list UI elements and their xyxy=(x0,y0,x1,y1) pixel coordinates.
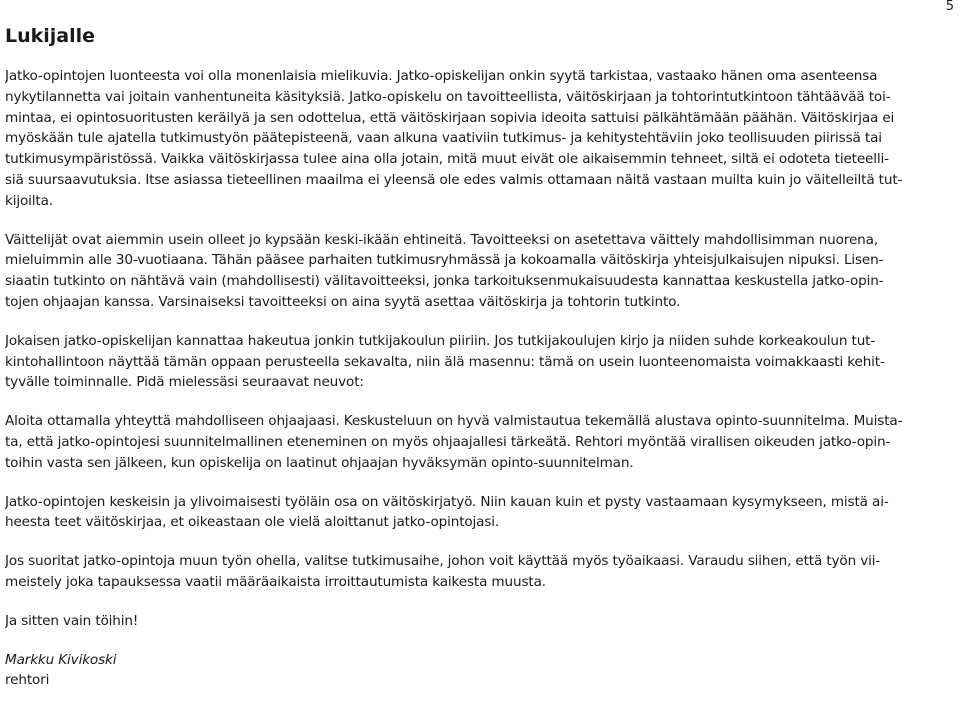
paragraph xyxy=(5,66,953,212)
paragraph xyxy=(5,230,953,313)
document-body xyxy=(5,66,953,691)
text-line: kintohallintoon näyttää tämän oppaan perusteella sekavalta, niin älä masennu: tämä on usein luonteenomaista voimakkaasti kehit- xyxy=(5,353,885,370)
text-line: ta, että jatko-opintojesi suunnitelmallinen eteneminen on myös ohjaajallesi tärkeätä. Rehtori myöntää virallisen oikeuden jatko-opin- xyxy=(5,433,891,450)
text-line: Jatko-opintojen luonteesta voi olla monenlaisia mielikuvia. Jatko-opiskelijan onkin syytä tarkistaa, vastaako hänen oma asenteensa xyxy=(5,68,878,84)
text-line: tutkimusympäristössä. Vaikka väitöskirjassa tulee aina olla jotain, mitä muut eivät ole aikaisemmin tehneet, siltä ei odoteta tieteelli- xyxy=(5,151,889,168)
paragraph xyxy=(5,492,953,534)
page-title: Lukijalle xyxy=(5,25,96,47)
text-line: mieluimmin alle 30-vuotiaana. Tähän pääsee parhaiten tutkimusryhmässä ja kokoamalla väitöskirja yhteisjulkaisujen nipuksi. Lisen- xyxy=(5,252,884,269)
paragraph xyxy=(5,331,953,393)
signature-name: Markku Kivikoski xyxy=(5,651,117,668)
signature-title: rehtori xyxy=(5,672,50,689)
text-line: siaatin tutkinto on nähtävä vain (mahdollisesti) välitavoitteeksi, jonka tarkoituksenmukaisuudesta kannattaa keskustella jatko-opin- xyxy=(5,273,884,290)
text-line: Väittelijät ovat aiemmin usein olleet jo kypsään keski-ikään ehtineitä. Tavoitteeksi on asetettava väittely mahdollisimman nuorena, xyxy=(5,231,878,248)
text-line: Ja sitten vain töihin! xyxy=(5,612,139,629)
text-line: mintaa, ei opintosuoritusten keräilyä ja sen odottelua, että väitöskirjaan sopivia ideoita sattuisi pälkähtämään päähän. Väitöskirjaa ei xyxy=(5,109,895,126)
text-line: Jatko-opintojen keskeisin ja ylivoimaisesti työläin osa on väitöskirjatyö. Niin kauan kuin et pysty vastaamaan kysymykseen, mistä ai- xyxy=(5,493,889,510)
paragraph xyxy=(5,411,953,473)
text-line: Aloita ottamalla yhteyttä mahdolliseen ohjaajaasi. Keskusteluun on hyvä valmistautua tekemällä alustava opinto-suunnitelma. Muista- xyxy=(5,413,903,430)
signature-block xyxy=(5,650,953,692)
text-line: myöskään tule ajatella tutkimustyön päätepisteenä, vaan alkuna vaativiin tutkimus- ja kehitystehtäviin joko teollisuuden piirissä tai xyxy=(5,130,882,147)
text-line: siä suursaavutuksia. Itse asiassa tieteellinen maailma ei yleensä ole edes valmis ottamaan näitä vastaan muilta kuin jo väitelleiltä tut- xyxy=(5,171,903,188)
text-line: Jos suoritat jatko-opintoja muun työn ohella, valitse tutkimusaihe, johon voit käyttää myös työaikaasi. Varaudu siihen, että työn vii- xyxy=(5,553,881,570)
text-line: heesta teet väitöskirjaa, et oikeastaan ole vielä aloittanut jatko-opintojasi. xyxy=(5,514,500,531)
paragraph xyxy=(5,611,953,632)
text-line: nykytilannetta vai joitain vanhentuneita käsityksiä. Jatko-opiskelu on tavoitteellista, väitöskirjaan ja tohtorintutkintoon tähtäävää toi- xyxy=(5,88,891,105)
paragraph xyxy=(5,551,953,593)
text-line: meistely joka tapauksessa vaatii määräaikaista irroittautumista kaikesta muusta. xyxy=(5,573,546,590)
page-number: 5 xyxy=(945,0,954,14)
text-line: tojen ohjaajan kanssa. Varsinaiseksi tavoitteeksi on aina syytä asettaa väitöskirja ja tohtorin tutkinto. xyxy=(5,293,681,310)
text-line: Jokaisen jatko-opiskelijan kannattaa hakeutua jonkin tutkijakoulun piiriin. Jos tutkijakoulujen kirjo ja niiden suhde korkeakoulun tut- xyxy=(5,332,876,349)
text-line: toihin vasta sen jälkeen, kun opiskelija on laatinut ohjaajan hyväksymän opinto-suunnitelman. xyxy=(5,454,634,471)
text-line: kijoilta. xyxy=(5,192,53,209)
text-line: tyvälle toiminnalle. Pidä mielessäsi seuraavat neuvot: xyxy=(5,374,364,391)
